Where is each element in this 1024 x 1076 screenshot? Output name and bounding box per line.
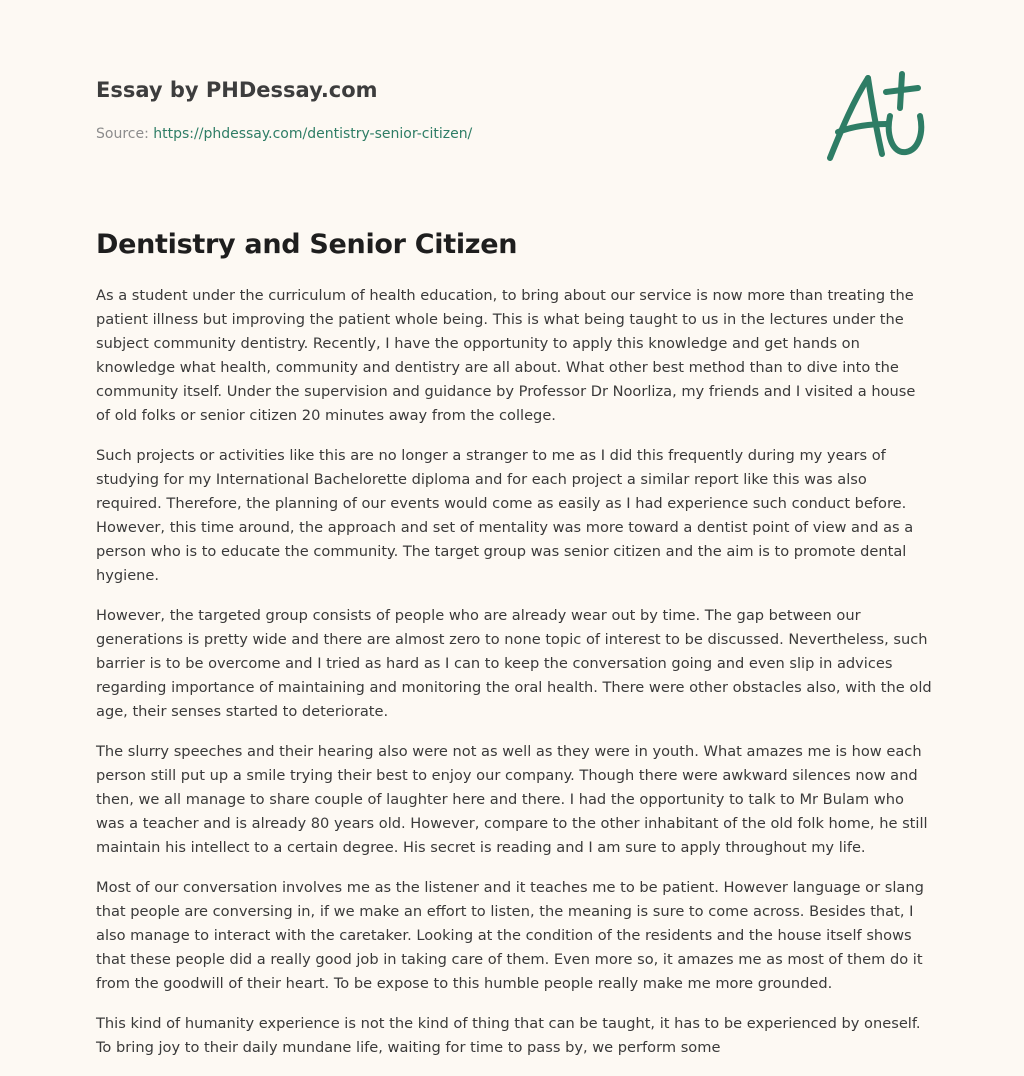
source-link[interactable]: https://phdessay.com/dentistry-senior-citizen/ — [153, 126, 473, 142]
page-header — [96, 76, 796, 144]
source-line — [96, 124, 796, 144]
essay-title: Dentistry and Senior Citizen — [96, 229, 518, 260]
essay-paragraph: However, the targeted group consists of people who are already wear out by time. The gap between our generations is pretty wide and there are almost zero to none topic of interest to be discussed. Nevertheless, such barrier is to be overcome and I tried as hard as I can to keep the conversation going and even slip in advices regarding importance of maintaining and monitoring the oral health. There were other obstacles also, with the old age, their senses started to deteriorate. — [96, 607, 932, 720]
essay-paragraph: This kind of humanity experience is not the kind of thing that can be taught, it has to be experienced by oneself. To bring joy to their daily mundane life, waiting for time to pass by, we perform some — [96, 1015, 921, 1056]
essay-paragraph: Most of our conversation involves me as the listener and it teaches me to be patient. However language or slang that people are conversing in, if we make an effort to listen, the meaning is sure to come across. Besides that, I also manage to interact with the caretaker. Looking at the condition of the residents and the house itself shows that these people did a really good job in taking care of them. Even more so, it amazes me as most of them do it from the goodwill of their heart. To be expose to this humble people really make me more grounded. — [96, 879, 924, 992]
a-plus-logo-icon — [820, 68, 930, 164]
essay-paragraph: Such projects or activities like this are no longer a stranger to me as I did this frequently during my years of studying for my International Bachelorette diploma and for each project a similar report like this was also required. Therefore, the planning of our events would come as easily as I had experience such conduct before. However, this time around, the approach and set of mentality was more toward a dentist point of view and as a person who is to educate the community. The target group was senior citizen and the aim is to promote dental hygiene. — [96, 447, 914, 584]
essay-paragraph: The slurry speeches and their hearing also were not as well as they were in youth. What amazes me is how each person still put up a smile trying their best to enjoy our company. Though there were awkward silences now and then, we all manage to share couple of laughter here and there. I had the opportunity to talk to Mr Bulam who was a teacher and is already 80 years old. However, compare to the other inhabitant of the old folk home, he still maintain his intellect to a certain degree. His secret is reading and I am sure to apply throughout my life. — [96, 743, 928, 856]
site-brand: Essay by PHDessay.com — [96, 78, 378, 102]
essay-paragraph: As a student under the curriculum of health education, to bring about our service is now more than treating the patient illness but improving the patient whole being. This is what being taught to us in the lectures under the subject community dentistry. Recently, I have the opportunity to apply this knowledge and get hands on knowledge what health, community and dentistry are all about. What other best method than to dive into the community itself. Under the supervision and guidance by Professor Dr Noorliza, my friends and I visited a house of old folks or senior citizen 20 minutes away from the college. — [96, 287, 916, 424]
source-label: Source: — [96, 126, 149, 142]
essay-body — [96, 284, 932, 1076]
